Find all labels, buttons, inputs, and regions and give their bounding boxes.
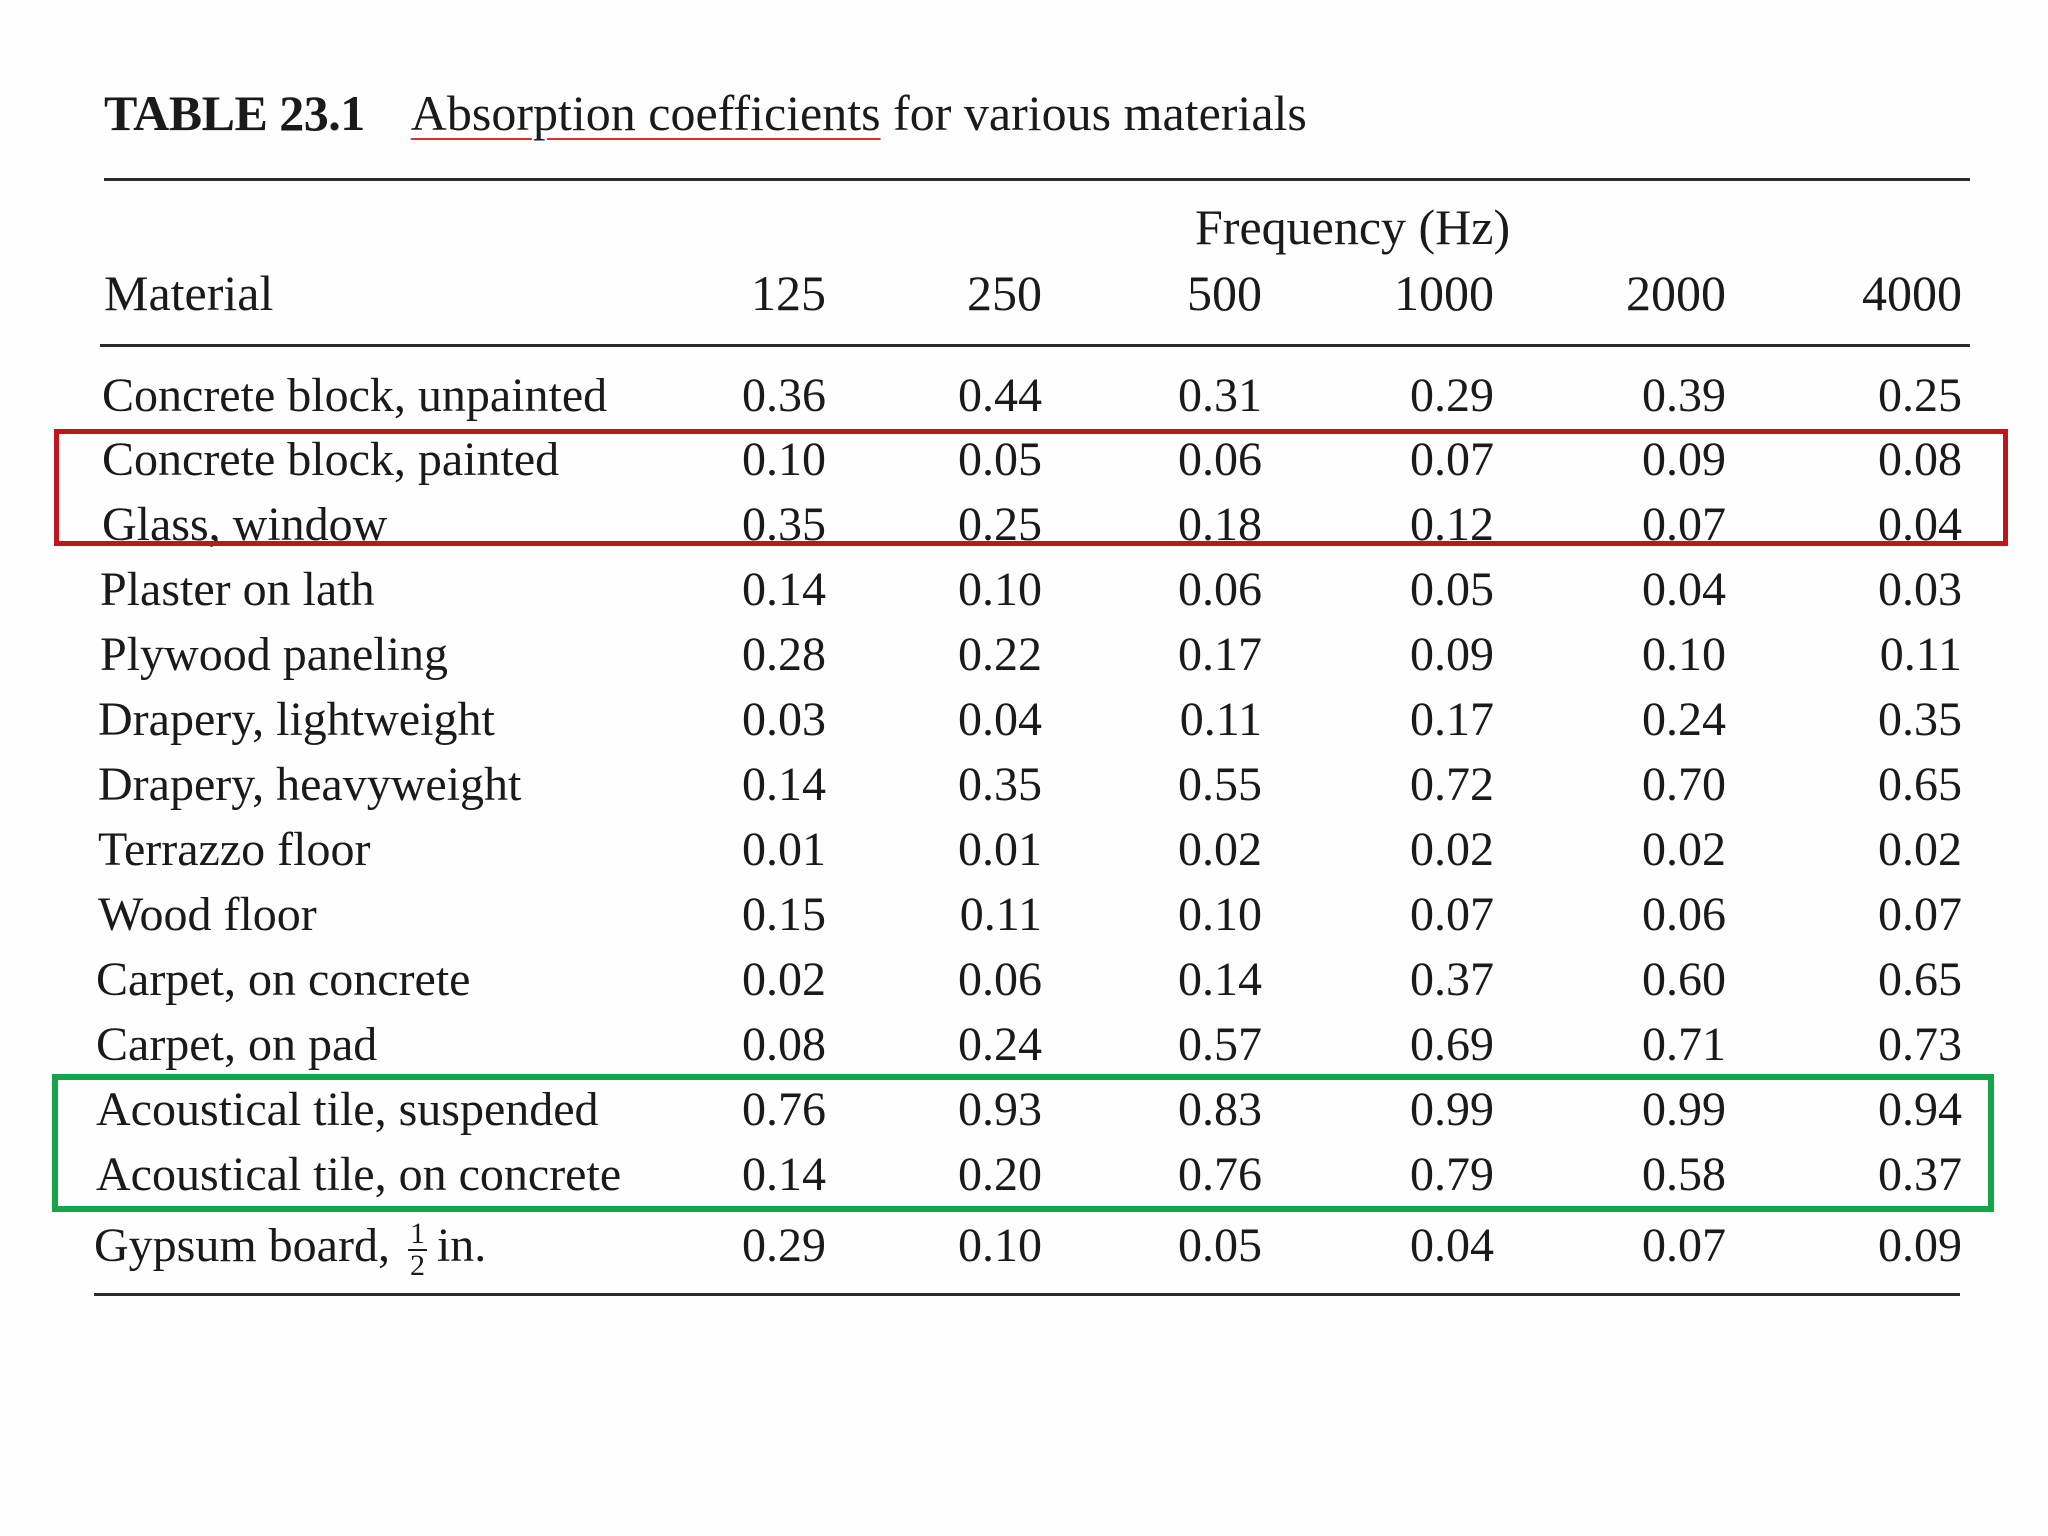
material-name: [100, 562, 375, 617]
coefficient-cell: 0.06: [1178, 433, 1262, 486]
frequency-header-4000: 4000: [1862, 265, 1962, 321]
coefficient-cell: 0.14: [742, 563, 826, 616]
coefficient-cell: 0.28: [742, 628, 826, 681]
coefficient-cell: 0.14: [742, 1148, 826, 1201]
material-label: Carpet, on pad: [96, 1018, 378, 1071]
coefficient-cell: 0.04: [1410, 1219, 1494, 1272]
frequency-header-500: 500: [1187, 265, 1262, 321]
coefficient-cell: 0.10: [742, 433, 826, 486]
material-name: [100, 627, 448, 682]
coefficient-cell: 0.08: [1878, 433, 1962, 486]
frequency-header-1000: 1000: [1394, 265, 1494, 321]
coefficient-cell: 0.72: [1410, 758, 1494, 811]
coefficient-cell: 0.05: [958, 433, 1042, 486]
coefficient-cell: 0.02: [1642, 823, 1726, 876]
coefficient-cell: 0.94: [1878, 1083, 1962, 1136]
material-column-header: Material: [104, 265, 274, 321]
coefficient-cell: 0.10: [958, 563, 1042, 616]
coefficient-cell: 0.79: [1410, 1148, 1494, 1201]
highlight-box-green: [52, 1074, 1994, 1212]
coefficient-cell: 0.09: [1410, 628, 1494, 681]
coefficient-cell: 0.04: [1878, 498, 1962, 551]
material-name: [98, 757, 521, 812]
coefficient-cell: 0.65: [1878, 953, 1962, 1006]
coefficient-cell: 0.93: [958, 1083, 1042, 1136]
coefficient-cell: 0.25: [958, 498, 1042, 551]
coefficient-cell: 0.04: [1642, 563, 1726, 616]
coefficient-cell: 0.37: [1878, 1148, 1962, 1201]
material-name: [102, 368, 607, 423]
coefficient-cell: 0.29: [742, 1219, 826, 1272]
coefficient-cell: 0.10: [1642, 628, 1726, 681]
material-label: Wood floor: [98, 888, 317, 941]
coefficient-cell: 0.02: [742, 953, 826, 1006]
coefficient-cell: 0.70: [1642, 758, 1726, 811]
header-rule: [100, 344, 1970, 347]
coefficient-cell: 0.14: [742, 758, 826, 811]
coefficient-cell: 0.02: [1178, 823, 1262, 876]
material-label: Carpet, on concrete: [96, 953, 471, 1006]
coefficient-cell: 0.99: [1642, 1083, 1726, 1136]
coefficient-cell: 0.07: [1878, 888, 1962, 941]
coefficient-cell: 0.60: [1642, 953, 1726, 1006]
material-name: [98, 887, 317, 942]
highlight-box-red: [54, 429, 2008, 546]
coefficient-cell: 0.14: [1178, 953, 1262, 1006]
coefficient-cell: 0.69: [1410, 1018, 1494, 1071]
material-label: Acoustical tile, on concrete: [96, 1148, 622, 1201]
coefficient-cell: 0.08: [742, 1018, 826, 1071]
coefficient-cell: 0.58: [1642, 1148, 1726, 1201]
coefficient-cell: 0.17: [1178, 628, 1262, 681]
coefficient-cell: 0.39: [1642, 369, 1726, 422]
table-caption: [104, 84, 1307, 142]
coefficient-cell: 0.09: [1642, 433, 1726, 486]
coefficient-cell: 0.09: [1878, 1219, 1962, 1272]
coefficient-cell: 0.24: [1642, 693, 1726, 746]
fraction-numerator: 1: [409, 1216, 425, 1250]
material-label: Concrete block, painted: [102, 433, 560, 486]
coefficient-cell: 0.18: [1178, 498, 1262, 551]
coefficient-cell: 0.55: [1178, 758, 1262, 811]
coefficient-cell: 0.11: [1879, 628, 1962, 681]
coefficient-cell: 0.06: [958, 953, 1042, 1006]
coefficient-cell: 0.04: [958, 693, 1042, 746]
unit-label: in.: [436, 1219, 487, 1272]
coefficient-cell: 0.31: [1178, 369, 1262, 422]
coefficient-cell: 0.65: [1878, 758, 1962, 811]
coefficient-cell: 0.03: [1878, 563, 1962, 616]
coefficient-cell: 0.15: [742, 888, 826, 941]
coefficient-cell: 0.11: [1179, 693, 1262, 746]
coefficient-cell: 0.99: [1410, 1083, 1494, 1136]
coefficient-cell: 0.05: [1178, 1219, 1262, 1272]
coefficient-cell: 0.05: [1410, 563, 1494, 616]
coefficient-cell: 0.22: [958, 628, 1042, 681]
material-label: Acoustical tile, suspended: [96, 1083, 599, 1136]
coefficient-cell: 0.01: [958, 823, 1042, 876]
material-name: [94, 1218, 486, 1281]
material-name: [96, 952, 470, 1007]
table-title-underlined: Absorption coefficients: [410, 85, 881, 141]
bottom-rule: [94, 1293, 1960, 1296]
material-name: [98, 822, 370, 877]
coefficient-cell: 0.03: [742, 693, 826, 746]
coefficient-cell: 0.07: [1410, 433, 1494, 486]
frequency-header-2000: 2000: [1626, 265, 1726, 321]
coefficient-cell: 0.71: [1642, 1018, 1726, 1071]
coefficient-cell: 0.11: [959, 888, 1042, 941]
coefficient-cell: 0.10: [958, 1219, 1042, 1272]
coefficient-cell: 0.29: [1410, 369, 1494, 422]
coefficient-cell: 0.06: [1178, 563, 1262, 616]
coefficient-cell: 0.44: [958, 369, 1042, 422]
coefficient-cell: 0.02: [1410, 823, 1494, 876]
coefficient-cell: 0.35: [958, 758, 1042, 811]
coefficient-cell: 0.02: [1878, 823, 1962, 876]
material-label: Plaster on lath: [100, 563, 375, 616]
table-number: TABLE 23.1: [104, 85, 365, 141]
material-name: [96, 1017, 377, 1072]
table-title-rest: for various materials: [880, 85, 1307, 141]
top-rule: [104, 178, 1970, 181]
coefficient-cell: 0.10: [1178, 888, 1262, 941]
coefficient-cell: 0.36: [742, 369, 826, 422]
table-title: [411, 85, 1307, 141]
coefficient-cell: 0.76: [742, 1083, 826, 1136]
coefficient-cell: 0.24: [958, 1018, 1042, 1071]
material-label: Drapery, lightweight: [98, 693, 495, 746]
coefficient-cell: 0.83: [1178, 1083, 1262, 1136]
coefficient-cell: 0.76: [1178, 1148, 1262, 1201]
fraction-denominator: 2: [409, 1248, 425, 1282]
coefficient-cell: 0.25: [1878, 369, 1962, 422]
material-label: Gypsum board,: [94, 1219, 390, 1272]
coefficient-cell: 0.20: [958, 1148, 1042, 1201]
coefficient-cell: 0.37: [1410, 953, 1494, 1006]
material-label: Drapery, heavyweight: [98, 758, 522, 811]
coefficient-cell: 0.73: [1878, 1018, 1962, 1071]
material-label: Glass, window: [102, 498, 388, 551]
material-label: Terrazzo floor: [98, 823, 371, 876]
coefficient-cell: 0.35: [742, 498, 826, 551]
frequency-header-250: 250: [967, 265, 1042, 321]
coefficient-cell: 0.17: [1410, 693, 1494, 746]
material-label: Plywood paneling: [100, 628, 448, 681]
coefficient-cell: 0.07: [1410, 888, 1494, 941]
coefficient-cell: 0.01: [742, 823, 826, 876]
frequency-group-header: Frequency (Hz): [1195, 199, 1511, 255]
fraction: [408, 1216, 427, 1282]
coefficient-cell: 0.12: [1410, 498, 1494, 551]
coefficient-cell: 0.35: [1878, 693, 1962, 746]
material-name: [98, 692, 495, 747]
material-label: Concrete block, unpainted: [102, 369, 608, 422]
coefficient-cell: 0.07: [1642, 1219, 1726, 1272]
coefficient-cell: 0.57: [1178, 1018, 1262, 1071]
coefficient-cell: 0.06: [1642, 888, 1726, 941]
frequency-header-125: 125: [751, 265, 826, 321]
coefficient-cell: 0.07: [1642, 498, 1726, 551]
